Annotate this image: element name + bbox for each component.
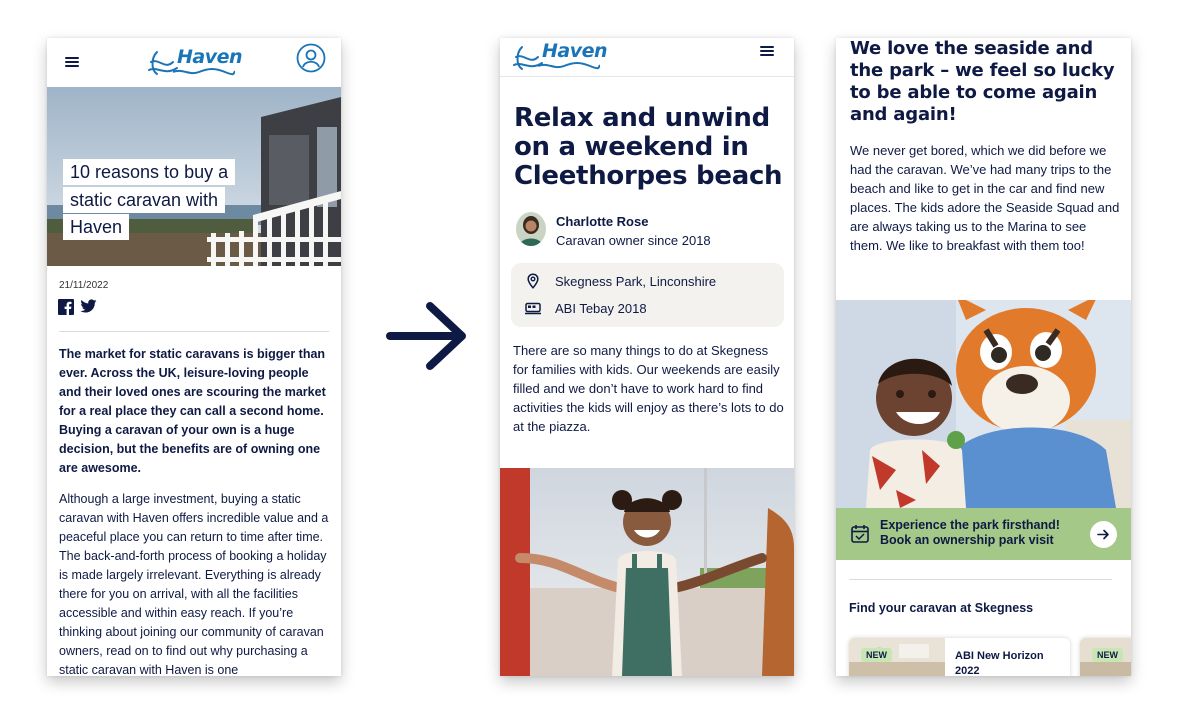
logo-text: Haven — [177, 46, 243, 68]
menu-icon[interactable] — [760, 46, 774, 56]
logo-wave-icon — [173, 68, 235, 76]
caravan-card[interactable] — [849, 638, 1070, 676]
hero-image-family — [500, 468, 794, 676]
article-screen-2 — [500, 38, 794, 676]
twitter-icon[interactable] — [80, 299, 97, 314]
author-photo — [516, 212, 546, 246]
account-icon[interactable] — [296, 43, 326, 73]
caravan-icon — [525, 300, 541, 316]
haven-logo[interactable] — [512, 40, 608, 74]
caravan-text: ABI Tebay 2018 — [555, 300, 647, 316]
site-header — [47, 38, 341, 87]
arrow-right-icon — [384, 298, 470, 374]
article-screen-3 — [836, 38, 1131, 676]
author-role: Caravan owner since 2018 — [556, 233, 711, 248]
article-title: Relax and unwind on a weekend in Cleethorpes beach — [514, 103, 783, 191]
girl-photo — [500, 468, 794, 676]
calendar-icon — [850, 524, 870, 544]
cta-arrow-button[interactable] — [1090, 521, 1117, 548]
article-lead: The market for static caravans is bigger than ever. Across the UK, leisure-loving people and their loved ones are scouring the market for a real place they can call a second home. Buying a caravan of your own is a huge decision, but the benefits are of owning one are awesome. — [59, 347, 326, 475]
haven-logo[interactable] — [147, 44, 243, 78]
article-body: There are so many things to do at Skegness for families with kids. Our weekends are easily filled and we don’t have to work hard to find activities the kids will enjoy as there’s lots to do at the piazza. — [513, 343, 784, 434]
article-body: We never get bored, which we did before we had the caravan. We’ve had many trips to the beach and like to get in the car and find new places. The kids adore the Seaside Squad and are always taking us to the Marina to see them. We like to breakfast with them too! — [850, 143, 1120, 253]
arrow-right-icon — [1097, 529, 1110, 540]
location-pin-icon — [525, 273, 541, 289]
caravan-model — [525, 300, 647, 316]
hero-image-mascot — [836, 300, 1131, 508]
card-title: ABI New Horizon 2022 — [955, 650, 1044, 676]
article-screen-1 — [47, 38, 341, 676]
mascot-photo — [836, 300, 1131, 508]
cta-text: Experience the park firsthand! Book an ownership park visit — [880, 518, 1060, 547]
quote-heading: We love the seaside and the park – we feel so lucky to be able to come again and again! — [850, 38, 1115, 125]
park-location — [525, 273, 716, 289]
book-visit-cta[interactable] — [836, 508, 1131, 560]
divider — [849, 579, 1112, 580]
facebook-icon[interactable] — [58, 299, 74, 315]
new-badge: NEW — [1092, 648, 1123, 662]
publish-date: 21/11/2022 — [59, 280, 109, 291]
menu-icon[interactable] — [65, 57, 79, 67]
hero-title: 10 reasons to buy a static caravan with Haven — [63, 159, 243, 242]
author-name: Charlotte Rose — [556, 214, 649, 229]
logo-wave-icon — [538, 62, 600, 70]
avatar — [516, 212, 546, 246]
divider — [59, 331, 329, 332]
new-badge: NEW — [861, 648, 892, 662]
article-body: Although a large investment, buying a static caravan with Haven offers incredible value and a peaceful place you can return to time after time. The back-and-forth process of booking a holiday is made largely irrelevant. Everything is already there for you on arrival, with all the facilities accessible and within easy reach. If you’re thinking about joining our community of caravan owners, read on to find out why purchasing a static caravan with Haven is one — [59, 492, 329, 676]
caravan-card[interactable] — [1080, 638, 1131, 676]
logo-text: Haven — [542, 40, 608, 62]
park-info-box — [511, 263, 784, 327]
find-caravan-heading: Find your caravan at Skegness — [849, 601, 1034, 615]
location-text: Skegness Park, Linconshire — [555, 273, 717, 289]
site-header — [500, 38, 794, 77]
